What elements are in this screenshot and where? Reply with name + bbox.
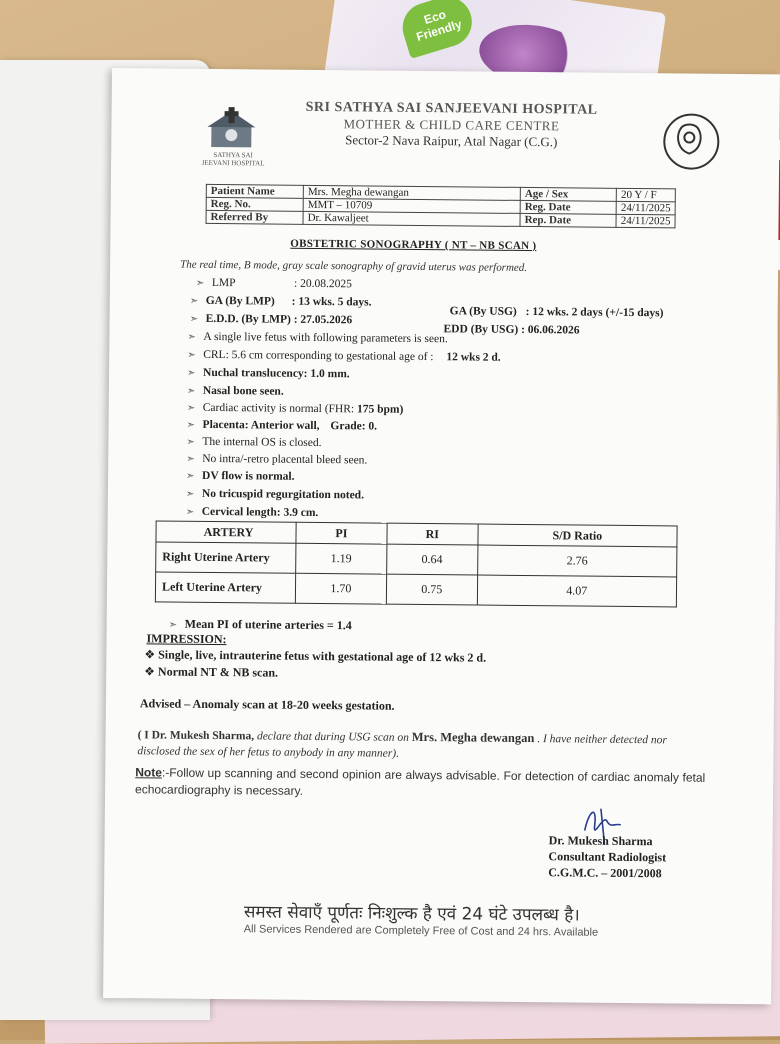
referred-by: Dr. Kawaljeet [303,211,520,226]
ga-usg-line: GA (By USG) : 12 wks. 2 days (+/-15 days) [449,305,664,320]
radiologist-name: Dr. Mukesh Sharma [548,833,653,849]
edd-usg-line: EDD (By USG) : 06.06.2026 [443,323,580,337]
advised-line: Advised – Anomaly scan at 18-20 weeks gestation. [139,696,395,713]
impression-heading: IMPRESSION: [146,631,227,647]
reg-date: 24/11/2025 [616,201,675,215]
report-intro: The real time, B mode, gray scale sonography of gravid uterus was performed. [180,258,528,274]
ri-value: 0.64 [386,544,477,575]
finding-internal-os: ➣ The internal OS is closed. [186,435,322,450]
bullet-icon: ➣ [186,453,195,465]
bullet-icon: ➣ [189,313,199,325]
pi-value: 1.70 [295,573,386,604]
col-artery: ARTERY [156,521,296,543]
col-ri: RI [387,523,478,545]
artery-name: Left Uterine Artery [155,572,295,603]
bullet-icon: ➣ [168,619,178,631]
diamond-bullet-icon: ❖ [144,647,159,662]
rep-date: 24/11/2025 [616,214,675,228]
bullet-icon: ➣ [186,385,196,397]
bullet-icon: ➣ [186,436,195,448]
impression-item-1: ❖ Single, live, intrauterine fetus with gestational age of 12 wks 2 d. [144,647,487,665]
reg-no: MMT – 10709 [303,198,520,213]
finding-nasal-bone: ➣ Nasal bone seen. [186,384,284,398]
bullet-icon: ➣ [187,367,196,379]
mother-child-emblem [663,113,720,170]
mean-pi-line: ➣ Mean PI of uterine arteries = 1.4 [168,616,352,633]
age-sex-label: Age / Sex [520,187,616,201]
patient-name-label: Patient Name [206,184,303,198]
finding-placenta: ➣ Placenta: Anterior wall, Grade: 0. [186,418,378,433]
ga-lmp-line: ➣ GA (By LMP) : 13 wks. 5 days. [189,294,372,309]
radiologist-block [548,832,666,881]
table-row [156,542,677,577]
finding-1: ➣ A single live fetus with following parameters is seen. [187,330,448,346]
report-title: OBSTETRIC SONOGRAPHY ( NT – NB SCAN ) [290,237,537,253]
finding-cardiac: ➣ Cardiac activity is normal (FHR: 175 bpm) [186,401,404,416]
patient-name: Mrs. Megha dewangan [303,185,520,200]
edd-lmp-line: ➣ E.D.D. (By LMP) : 27.05.2026 [189,312,353,327]
finding-tricuspid: ➣ No tricuspid regurgitation noted. [185,487,365,502]
hospital-subtitle: MOTHER & CHILD CARE CENTRE [343,116,560,134]
diamond-bullet-icon: ❖ [144,664,159,679]
age-sex: 20 Y / F [617,188,676,202]
impression-item-2: ❖ Normal NT & NB scan. [144,664,279,680]
sd-ratio-value: 4.07 [477,575,677,607]
hospital-address: Sector-2 Nava Raipur, Atal Nagar (C.G.) [345,132,558,150]
ri-value: 0.75 [386,574,477,605]
reg-no-label: Reg. No. [206,197,303,211]
finding-dv-flow: ➣ DV flow is normal. [186,469,295,483]
eco-friendly-badge: Eco Friendly [396,0,478,59]
logo-caption: SATHYA SAI JEEVANI HOSPITAL [201,150,265,168]
pcpndt-declaration: ( I Dr. Mukesh Sharma, declare that during USG scan on Mrs. Megha dewangan . I have neither detected nor disclosed the sex of her fetus to anybody in any manner). [137,729,667,760]
radiologist-title: Consultant Radiologist [548,849,667,865]
bullet-icon: ➣ [185,488,195,500]
bullet-icon: ➣ [187,331,196,343]
finding-cervical: ➣ Cervical length: 3.9 cm. [185,505,319,520]
bullet-icon: ➣ [187,349,196,361]
bullet-icon: ➣ [186,470,195,482]
report-page [103,68,780,1004]
note-label: Note [135,765,162,780]
bullet-icon: ➣ [185,506,195,518]
hospital-name: SRI SATHYA SAI SANJEEVANI HOSPITAL [305,99,598,118]
bullet-icon: ➣ [189,295,199,307]
col-pi: PI [296,522,387,544]
finding-bleed: ➣ No intra/-retro placental bleed seen. [186,452,368,467]
uterine-artery-table [155,520,678,607]
radiologist-reg: C.G.M.C. – 2001/2008 [548,865,662,881]
bullet-icon: ➣ [186,402,196,414]
finding-crl: ➣ CRL: 5.6 cm corresponding to gestational age of : 12 wks 2 d. [187,348,501,364]
finding-nt: ➣ Nuchal translucency: 1.0 mm. [187,366,350,381]
lmp-line: ➣ LMP : 20.08.2025 [195,276,352,291]
hospital-header [251,99,651,151]
footer-hindi: समस्त सेवाएँ पूर्णतः निःशुल्क है एवं 24 घंटे उपलब्ध है। [243,902,580,926]
note-paragraph: Note:-Follow up scanning and second opinion are always advisable. For detection of cardiac anomaly fetal echocardiography is necessary. [135,765,706,798]
rep-date-label: Rep. Date [520,213,616,227]
bullet-icon: ➣ [195,277,205,289]
col-sd-ratio: S/D Ratio [478,524,678,547]
footer-english: All Services Rendered are Completely Free of Cost and 24 hrs. Available [243,923,599,939]
artery-name: Right Uterine Artery [156,542,296,573]
table-row [155,572,676,607]
reg-date-label: Reg. Date [520,200,616,214]
referred-by-label: Referred By [206,210,303,224]
bullet-icon: ➣ [186,419,196,431]
patient-info-table [206,184,676,229]
pi-value: 1.19 [296,543,387,574]
sd-ratio-value: 2.76 [477,545,677,577]
